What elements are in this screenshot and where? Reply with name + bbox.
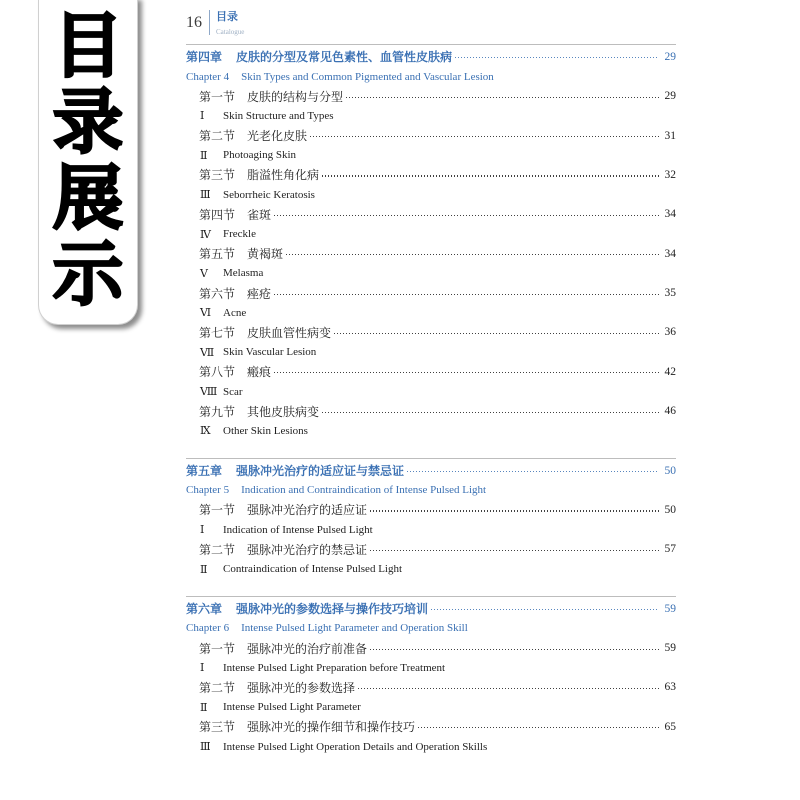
dot-leader	[322, 412, 659, 413]
section-page-number: 59	[664, 642, 676, 655]
section-title-cn: 皮肤的结构与分型	[247, 89, 344, 104]
section-title-cn: 强脉冲光治疗的适应证	[247, 503, 368, 518]
dot-leader	[407, 471, 659, 472]
section-title-en: Intense Pulsed Light Parameter	[223, 701, 361, 714]
dot-leader	[334, 333, 659, 334]
section-page-number: 63	[664, 681, 676, 694]
dot-leader	[431, 609, 659, 610]
section-entry-en	[186, 145, 676, 165]
section-page-number: 34	[664, 247, 676, 260]
section-page-number: 29	[664, 90, 676, 103]
section-entry-cn	[186, 638, 676, 658]
roman-numeral: Ⅰ	[200, 662, 205, 675]
section-entry-en	[186, 106, 676, 126]
section-title-cn: 光老化皮肤	[247, 129, 308, 144]
dot-leader	[274, 294, 659, 295]
roman-numeral: Ⅱ	[200, 701, 208, 714]
section-number-cn: 第七节	[199, 325, 236, 340]
dot-leader	[418, 727, 659, 728]
section-entry-en	[186, 303, 676, 323]
header-title-en: Catalogue	[216, 28, 245, 36]
section-title-cn: 强脉冲光的参数选择	[247, 680, 356, 695]
section-number-cn: 第九节	[199, 404, 236, 419]
section-title-cn: 其他皮肤病变	[247, 404, 320, 419]
section-number-cn: 第三节	[199, 168, 236, 183]
section-page-number: 46	[664, 405, 676, 418]
section-number-cn: 第八节	[199, 365, 236, 380]
roman-numeral: Ⅲ	[200, 741, 211, 754]
section-title-cn: 脂溢性角化病	[247, 168, 320, 183]
chapter-block	[186, 596, 676, 757]
roman-numeral: Ⅰ	[200, 110, 205, 123]
section-number-cn: 第二节	[199, 542, 236, 557]
section-entry-cn	[186, 283, 676, 303]
header-titles	[216, 10, 244, 37]
roman-numeral: Ⅶ	[200, 346, 215, 359]
chapter-block	[186, 458, 676, 579]
section-number-cn: 第五节	[199, 247, 236, 262]
section-title-en: Seborrheic Keratosis	[223, 188, 315, 201]
section-title-en: Indication of Intense Pulsed Light	[223, 523, 373, 536]
section-page-number: 50	[664, 503, 676, 516]
section-number-cn: 第一节	[199, 641, 236, 656]
chapter-title-en: Indication and Contraindication of Intense Pulsed Light	[241, 484, 487, 497]
section-entry-cn	[186, 540, 676, 560]
dot-leader	[322, 175, 659, 176]
roman-numeral: Ⅱ	[200, 149, 208, 162]
section-title-cn: 强脉冲光的治疗前准备	[247, 641, 368, 656]
section-entry-cn	[186, 717, 676, 737]
roman-numeral: Ⅲ	[200, 189, 211, 202]
section-page-number: 42	[664, 365, 676, 378]
chapter-title-cn: 皮肤的分型及常见色素性、血管性皮肤病	[236, 50, 453, 65]
section-page-number: 31	[664, 129, 676, 142]
section-title-cn: 瘢痕	[247, 365, 272, 380]
dot-leader	[286, 254, 659, 255]
section-title-en: Acne	[223, 306, 247, 319]
section-entry-en	[186, 421, 676, 441]
roman-numeral: Ⅷ	[200, 386, 218, 399]
chapter-page-number: 29	[664, 50, 676, 63]
dot-leader	[370, 550, 659, 551]
section-entry-en	[186, 185, 676, 205]
section-entry-en	[186, 382, 676, 402]
chapter-heading-cn	[186, 599, 676, 619]
section-entry-cn	[186, 323, 676, 343]
section-title-cn: 皮肤血管性病变	[247, 325, 332, 340]
section-title-cn: 痤疮	[247, 286, 272, 301]
dot-leader	[346, 97, 659, 98]
dot-leader	[370, 649, 659, 650]
dot-leader	[358, 688, 659, 689]
dot-leader	[370, 510, 659, 511]
section-title-en: Contraindication of Intense Pulsed Light	[223, 563, 403, 576]
section-entry-cn	[186, 678, 676, 698]
header-title-cn: 目录	[216, 10, 238, 23]
section-title-en: Melasma	[223, 267, 264, 280]
chapter-title-en: Skin Types and Common Pigmented and Vascular Lesion	[241, 70, 494, 83]
roman-numeral: Ⅴ	[200, 267, 208, 280]
roman-numeral: Ⅳ	[200, 228, 211, 241]
chapter-number-en: Chapter 4	[186, 70, 230, 83]
section-entry-en	[186, 658, 676, 678]
dot-leader	[310, 136, 659, 137]
section-entry-cn	[186, 86, 676, 106]
section-number-cn: 第一节	[199, 89, 236, 104]
section-page-number: 35	[664, 287, 676, 300]
section-entry-en	[186, 559, 676, 579]
section-number-cn: 第二节	[199, 680, 236, 695]
dot-leader	[455, 57, 659, 58]
roman-numeral: Ⅸ	[200, 425, 211, 438]
chapter-heading-en	[186, 619, 676, 639]
section-title-cn: 雀斑	[247, 207, 272, 222]
section-entry-cn	[186, 205, 676, 225]
chapter-page-number: 59	[664, 602, 676, 615]
chapter-block	[186, 44, 676, 441]
section-title-en: Skin Structure and Types	[223, 109, 334, 122]
dot-leader	[274, 372, 659, 373]
section-number-cn: 第六节	[199, 286, 236, 301]
section-title-en: Intense Pulsed Light Operation Details and Operation Skills	[223, 740, 488, 753]
section-entry-en	[186, 264, 676, 284]
chapter-number-en: Chapter 6	[186, 622, 230, 635]
section-entry-en	[186, 737, 676, 757]
section-entry-en	[186, 342, 676, 362]
section-entry-en	[186, 697, 676, 717]
chapter-heading-cn	[186, 461, 676, 481]
chapter-number-en: Chapter 5	[186, 484, 230, 497]
chapter-title-en: Intense Pulsed Light Parameter and Operation Skill	[241, 622, 468, 635]
dot-leader	[274, 215, 659, 216]
section-entry-en	[186, 224, 676, 244]
section-page-number: 65	[664, 720, 676, 733]
header-page-number: 16	[186, 14, 202, 31]
chapter-heading-cn	[186, 47, 676, 67]
section-number-cn: 第四节	[199, 207, 236, 222]
page-header	[186, 10, 244, 36]
chapter-number-cn: 第五章	[186, 464, 223, 479]
roman-numeral: Ⅱ	[200, 563, 208, 576]
section-page-number: 32	[664, 168, 676, 181]
chapter-number-cn: 第六章	[186, 602, 223, 617]
chapter-title-cn: 强脉冲光的参数选择与操作技巧培训	[236, 602, 429, 617]
section-title-en: Freckle	[223, 228, 256, 241]
section-title-en: Scar	[223, 385, 243, 398]
section-number-cn: 第一节	[199, 503, 236, 518]
section-title-cn: 黄褐斑	[247, 247, 284, 262]
section-page-number: 57	[664, 543, 676, 556]
section-entry-cn	[186, 165, 676, 185]
section-entry-cn	[186, 126, 676, 146]
section-entry-en	[186, 520, 676, 540]
section-entry-cn	[186, 244, 676, 264]
section-entry-cn	[186, 500, 676, 520]
catalog-display-tab	[38, 0, 138, 325]
section-entry-cn	[186, 401, 676, 421]
roman-numeral: Ⅰ	[200, 524, 205, 537]
table-of-contents	[186, 44, 676, 756]
section-title-cn: 强脉冲光的操作细节和操作技巧	[247, 720, 416, 735]
section-title-en: Photoaging Skin	[223, 149, 297, 162]
catalog-display-label: 目录展示	[53, 5, 123, 315]
section-number-cn: 第三节	[199, 720, 236, 735]
section-title-en: Intense Pulsed Light Preparation before Treatment	[223, 661, 446, 674]
chapter-number-cn: 第四章	[186, 50, 223, 65]
section-title-en: Skin Vascular Lesion	[223, 346, 317, 359]
section-title-cn: 强脉冲光治疗的禁忌证	[247, 542, 368, 557]
section-number-cn: 第二节	[199, 129, 236, 144]
section-title-en: Other Skin Lesions	[223, 424, 308, 437]
section-entry-cn	[186, 362, 676, 382]
section-page-number: 36	[664, 326, 676, 339]
chapter-title-cn: 强脉冲光治疗的适应证与禁忌证	[236, 464, 405, 479]
chapter-page-number: 50	[664, 464, 676, 477]
header-divider	[209, 10, 210, 35]
roman-numeral: Ⅵ	[200, 307, 212, 320]
section-page-number: 34	[664, 208, 676, 221]
chapter-heading-en	[186, 67, 676, 87]
chapter-heading-en	[186, 480, 676, 500]
